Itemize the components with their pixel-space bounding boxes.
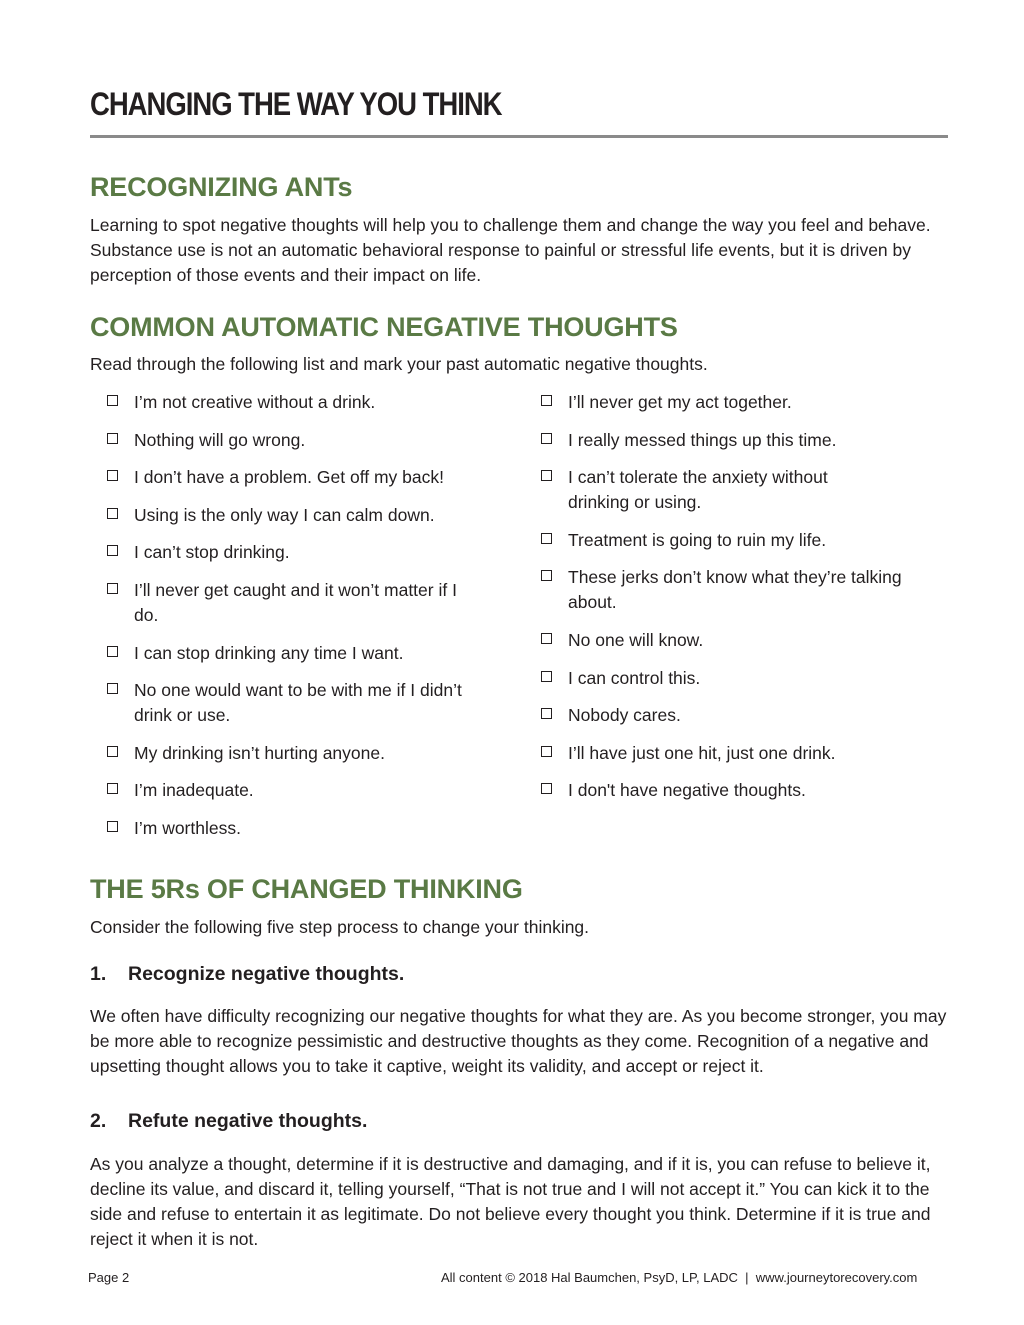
heading-common-negative-thoughts: COMMON AUTOMATIC NEGATIVE THOUGHTS — [90, 312, 678, 342]
checklist-item[interactable] — [541, 565, 903, 615]
checklist-item[interactable] — [107, 428, 507, 453]
checklist-item[interactable] — [107, 465, 507, 490]
checkbox-icon[interactable] — [541, 570, 552, 581]
checkbox-icon[interactable] — [107, 433, 118, 444]
checkbox-icon[interactable] — [541, 746, 552, 757]
checklist-item-label: I’m not creative without a drink. — [134, 392, 376, 412]
five-rs-intro: Consider the following five step process to change your thinking. — [90, 917, 590, 937]
checklist-item[interactable] — [107, 540, 507, 565]
checklist-item-label: My drinking isn’t hurting anyone. — [134, 742, 385, 763]
checkbox-icon[interactable] — [107, 583, 118, 594]
checklist-item[interactable] — [107, 778, 507, 803]
step-heading-refute — [90, 1110, 367, 1133]
checklist-item-label: I can’t stop drinking. — [134, 542, 290, 563]
checklist-item[interactable] — [541, 703, 941, 728]
checklist-item[interactable] — [107, 578, 474, 628]
checkbox-icon[interactable] — [107, 545, 118, 556]
heading-five-rs: THE 5Rs OF CHANGED THINKING — [90, 874, 523, 904]
checklist-item-label: Treatment is going to ruin my life. — [568, 529, 827, 550]
checkbox-icon[interactable] — [107, 683, 118, 694]
checklist-item-label: I’ll have just one hit, just one drink. — [568, 742, 836, 763]
checklist-item-label: Using is the only way I can calm down. — [134, 504, 435, 525]
checklist-item-label: These jerks don’t know what they’re talking about. — [568, 567, 902, 613]
checklist-item-label: I don’t have a problem. Get off my back! — [134, 467, 444, 488]
checklist-item-label: Nobody cares. — [568, 705, 681, 726]
checklist-item[interactable] — [541, 666, 941, 691]
footer-page-number: Page 2 — [88, 1270, 130, 1285]
footer-copyright: All content © 2018 Hal Baumchen, PsyD, LP, LADC | www.journeytorecovery.com — [441, 1270, 918, 1285]
checklist-item-label: I can’t tolerate the anxiety without drinking or using. — [568, 467, 828, 513]
checkbox-icon[interactable] — [541, 533, 552, 544]
checkbox-icon[interactable] — [541, 433, 552, 444]
checklist-item[interactable] — [107, 503, 507, 528]
step-body-recognize: We often have difficulty recognizing our negative thoughts for what they are. As you become stronger, you may be more able to recognize pessimistic and destructive thoughts as they come. Recognition of a negative and upsetting thought allows you to take it captive, weight its validity, and accept or reject it. — [90, 1006, 947, 1076]
checklist-item-label: I can control this. — [568, 667, 701, 688]
checkbox-icon[interactable] — [107, 508, 118, 519]
ants-paragraph: Learning to spot negative thoughts will help you to challenge them and change the way you feel and behave. Substance use is not an automatic behavioral response to painful or stressful life events, but it is driven by perception of those events and their impact on life. — [90, 215, 931, 285]
step-number: 2. — [90, 1110, 107, 1132]
checklist-instructions: Read through the following list and mark your past automatic negative thoughts. — [90, 354, 708, 374]
checklist-item[interactable] — [541, 778, 941, 803]
checklist-item-label: Nothing will go wrong. — [134, 429, 306, 450]
checkbox-icon[interactable] — [107, 746, 118, 757]
checklist-item[interactable] — [107, 641, 507, 666]
checklist-item[interactable] — [541, 390, 941, 415]
heading-recognizing-ants: RECOGNIZING ANTs — [90, 172, 353, 202]
checklist-item-label: I really messed things up this time. — [568, 429, 837, 450]
checkbox-icon[interactable] — [107, 470, 118, 481]
checklist-item[interactable] — [107, 741, 507, 766]
checklist-item-label: I’ll never get caught and it won’t matter if I do. — [134, 579, 457, 625]
step-title: Refute negative thoughts. — [128, 1110, 368, 1132]
checkbox-icon[interactable] — [541, 395, 552, 406]
checklist-left-column — [107, 390, 507, 854]
checklist-item[interactable] — [541, 528, 941, 553]
step-heading-recognize — [90, 963, 404, 986]
checkbox-icon[interactable] — [107, 783, 118, 794]
checklist-right-column — [541, 390, 941, 816]
checkbox-icon[interactable] — [541, 783, 552, 794]
checklist-item[interactable] — [541, 628, 941, 653]
checklist-item-label: I don't have negative thoughts. — [568, 780, 806, 801]
checklist-item-label: I’m worthless. — [134, 817, 241, 838]
checklist-item[interactable] — [541, 465, 888, 515]
checkbox-icon[interactable] — [107, 646, 118, 657]
step-number: 1. — [90, 963, 107, 985]
checklist-item-label: I’m inadequate. — [134, 780, 254, 801]
checklist-item-label: No one would want to be with me if I didn’t drink or use. — [134, 680, 462, 726]
checklist-item[interactable] — [541, 428, 941, 453]
checklist-item[interactable] — [107, 678, 474, 728]
page-title: CHANGING THE WAY YOU THINK — [90, 86, 502, 122]
checklist-item-label: I can stop drinking any time I want. — [134, 642, 404, 663]
checklist-item-label: I’ll never get my act together. — [568, 392, 792, 412]
checkbox-icon[interactable] — [541, 708, 552, 719]
checkbox-icon[interactable] — [107, 821, 118, 832]
checkbox-icon[interactable] — [541, 470, 552, 481]
checklist-item[interactable] — [107, 816, 507, 841]
checkbox-icon[interactable] — [541, 633, 552, 644]
title-divider — [90, 135, 948, 138]
checklist-item[interactable] — [107, 390, 507, 415]
checkbox-icon[interactable] — [107, 395, 118, 406]
checklist-item-label: No one will know. — [568, 629, 704, 650]
checkbox-icon[interactable] — [541, 671, 552, 682]
checklist-item[interactable] — [541, 741, 941, 766]
step-body-refute: As you analyze a thought, determine if it is destructive and damaging, and if it is, you can refuse to believe it, decline its value, and discard it, telling yourself, “That is not true and I will not accept it.” You can kick it to the side and refuse to entertain it as legitimate. Do not believe every thought you think. Determine if it is true and reject it when it is not. — [90, 1154, 931, 1249]
step-title: Recognize negative thoughts. — [128, 963, 405, 985]
